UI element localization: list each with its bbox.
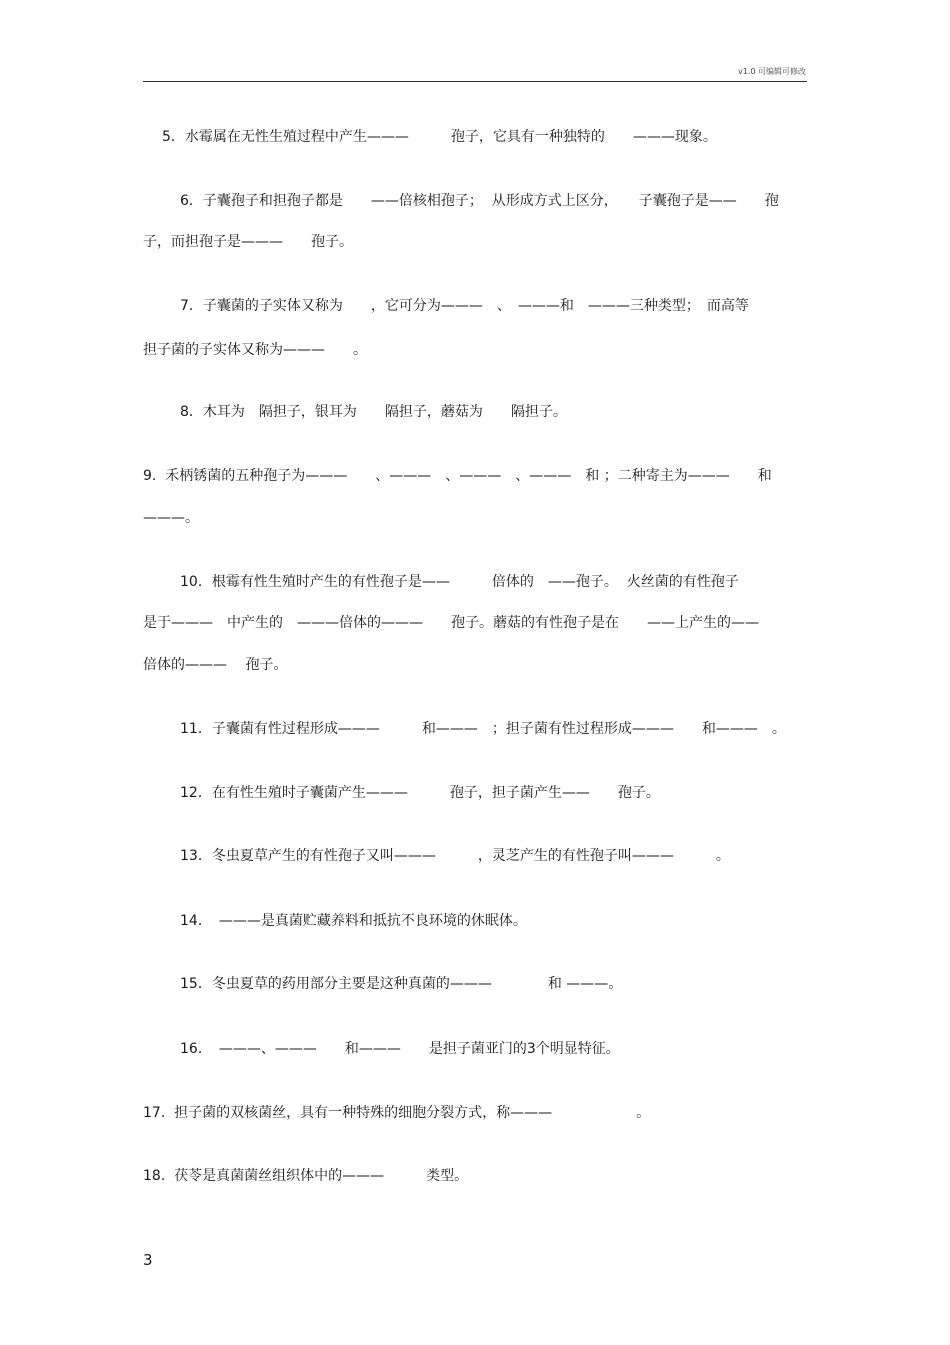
question-line: 6．子囊孢子和担孢子都是 ——倍核相孢子； 从形成方式上区分， 子囊孢子是—— 孢 — [180, 193, 779, 209]
question-line: 7．子囊菌的子实体又称为 ，它可分为——— 、 ———和 ———三种类型； 而高等 — [180, 298, 749, 314]
question-line: 16． ———、——— 和——— 是担子菌亚门的3个明显特征。 — [180, 1041, 620, 1057]
question-line: 担子菌的子实体又称为——— 。 — [143, 342, 367, 358]
question-line: 是于——— 中产生的 ———倍体的——— 孢子。蘑菇的有性孢子是在 ——上产生的—— — [143, 615, 759, 631]
header-version-tag: v1.0 可编辑可修改 — [738, 67, 806, 76]
question-line: 14． ———是真菌贮藏养料和抵抗不良环境的休眠体。 — [180, 913, 527, 929]
question-line: 5．水霉属在无性生殖过程中产生——— 孢子，它具有一种独特的 ———现象。 — [162, 129, 717, 145]
header-rule — [143, 81, 807, 82]
question-line: 11．子囊菌有性过程形成——— 和——— ；担子菌有性过程形成——— 和——— 。 — [180, 721, 786, 737]
question-line: 倍体的——— 孢子。 — [143, 657, 288, 673]
question-line: 13．冬虫夏草产生的有性孢子又叫——— ，灵芝产生的有性孢子叫——— 。 — [180, 848, 730, 864]
question-line: 10．根霉有性生殖时产生的有性孢子是—— 倍体的 ——孢子。 火丝菌的有性孢子 — [180, 574, 739, 590]
question-line: 子，而担孢子是——— 孢子。 — [143, 234, 353, 250]
question-line: 12．在有性生殖时子囊菌产生——— 孢子，担子菌产生—— 孢子。 — [180, 785, 660, 801]
page-number: 3 — [143, 1251, 153, 1269]
question-line: 18. 茯苓是真菌菌丝组织体中的——— 类型。 — [143, 1168, 469, 1184]
question-line: 15．冬虫夏草的药用部分主要是这种真菌的——— 和 ———。 — [180, 976, 623, 992]
question-line: 17. 担子菌的双核菌丝，具有一种特殊的细胞分裂方式，称——— 。 — [143, 1105, 651, 1121]
question-line: ———。 — [143, 510, 199, 526]
question-line: 9. 禾柄锈菌的五种孢子为——— 、——— 、——— 、——— 和 ；二种寄主为——— 和 — [143, 468, 772, 484]
question-line: 8．木耳为 隔担子，银耳为 隔担子，蘑菇为 隔担子。 — [180, 404, 567, 420]
